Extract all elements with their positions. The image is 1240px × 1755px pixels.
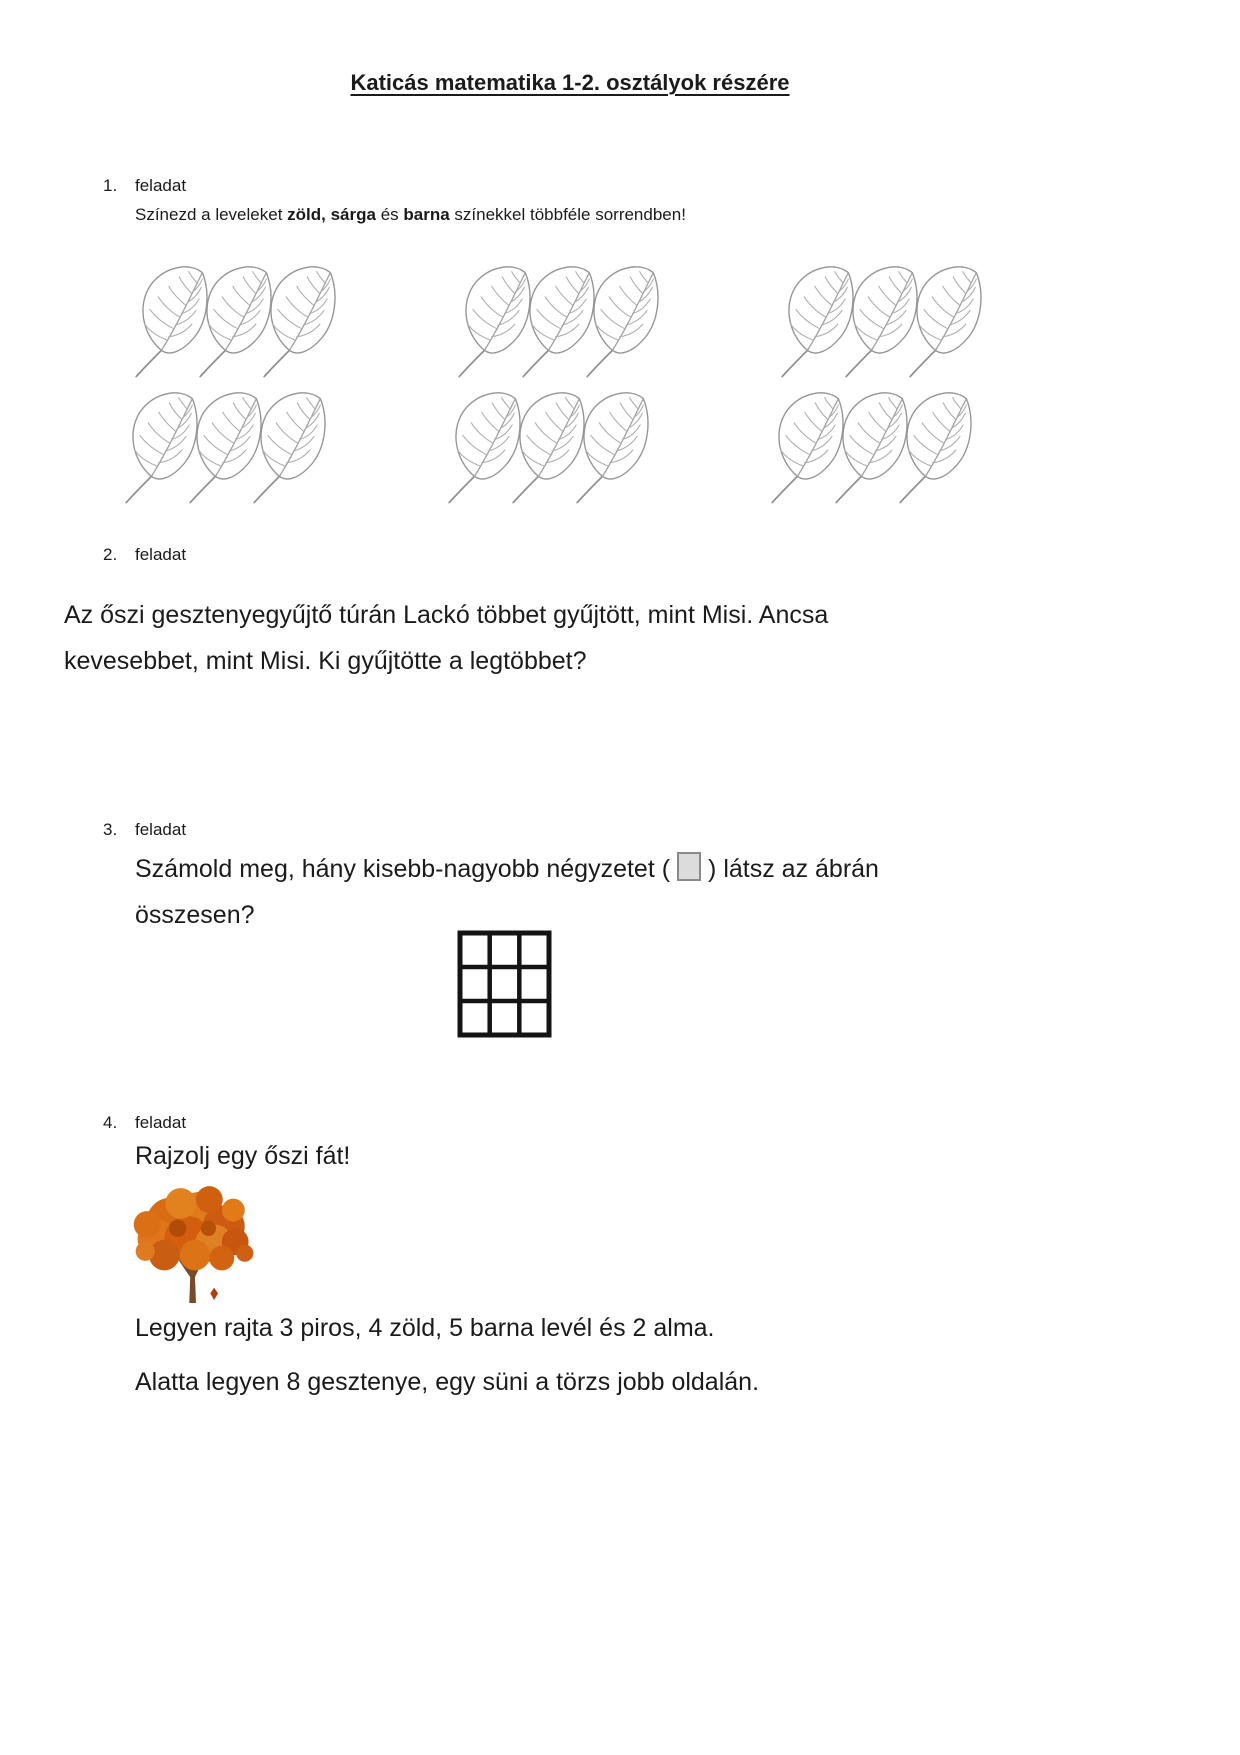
- task2-label: feladat: [135, 545, 187, 564]
- task1-instruction-bold-brown: barna: [403, 205, 450, 224]
- autumn-tree-image: [128, 1186, 262, 1306]
- leaf-outline-icon: [906, 264, 990, 380]
- leaf-row-2: [122, 390, 980, 514]
- leaf-group: [122, 390, 334, 514]
- task2-number: 2.: [103, 545, 118, 564]
- leaf-group: [768, 390, 980, 514]
- task3-question-part: ) látsz az ábrán: [708, 855, 879, 883]
- page-title: Katicás matematika 1-2. osztályok részére: [350, 70, 790, 95]
- task2-text-line2: kevesebbet, mint Misi. Ki gyűjtötte a legtöbbet?: [64, 647, 587, 675]
- leaf-row-1: [132, 264, 990, 388]
- leaf-group: [455, 264, 667, 388]
- grid-figure: [457, 930, 552, 1038]
- task4-line2: Alatta legyen 8 gesztenye, egy süni a törzs jobb oldalán.: [135, 1368, 760, 1396]
- task3-question-part: Számold meg, hány kisebb-nagyobb négyzetet (: [135, 855, 671, 883]
- small-square-icon: [677, 852, 701, 881]
- task3-label: feladat: [135, 820, 187, 839]
- task2-text-line1: Az őszi gesztenyegyűjtő túrán Lackó többet gyűjtött, mint Misi. Ancsa: [64, 601, 829, 629]
- task1-instruction: [135, 205, 686, 225]
- leaf-outline-icon: [573, 390, 657, 506]
- leaf-outline-icon: [583, 264, 667, 380]
- task4-label: feladat: [135, 1113, 187, 1132]
- task3-question-line2: összesen?: [135, 901, 255, 929]
- leaf-outline-icon: [250, 390, 334, 506]
- task4-number: 4.: [103, 1113, 118, 1132]
- task4-line1: Legyen rajta 3 piros, 4 zöld, 5 barna levél és 2 alma.: [135, 1314, 715, 1342]
- leaf-group: [778, 264, 990, 388]
- task1-instruction-part: színekkel többféle sorrendben!: [449, 205, 686, 224]
- task2-text: [64, 592, 1024, 684]
- task3-question: [135, 846, 1035, 938]
- task3-number: 3.: [103, 820, 118, 839]
- task1-instruction-bold-colors: zöld, sárga: [287, 205, 376, 224]
- task1-label: feladat: [135, 176, 187, 195]
- task1-instruction-part: Színezd a leveleket: [135, 205, 288, 224]
- leaf-outline-icon: [260, 264, 344, 380]
- leaf-group: [132, 264, 344, 388]
- task4-instruction: Rajzolj egy őszi fát!: [135, 1142, 351, 1170]
- leaf-outline-icon: [896, 390, 980, 506]
- leaf-group: [445, 390, 657, 514]
- task1-number: 1.: [103, 176, 118, 195]
- task1-instruction-part: és: [375, 205, 404, 224]
